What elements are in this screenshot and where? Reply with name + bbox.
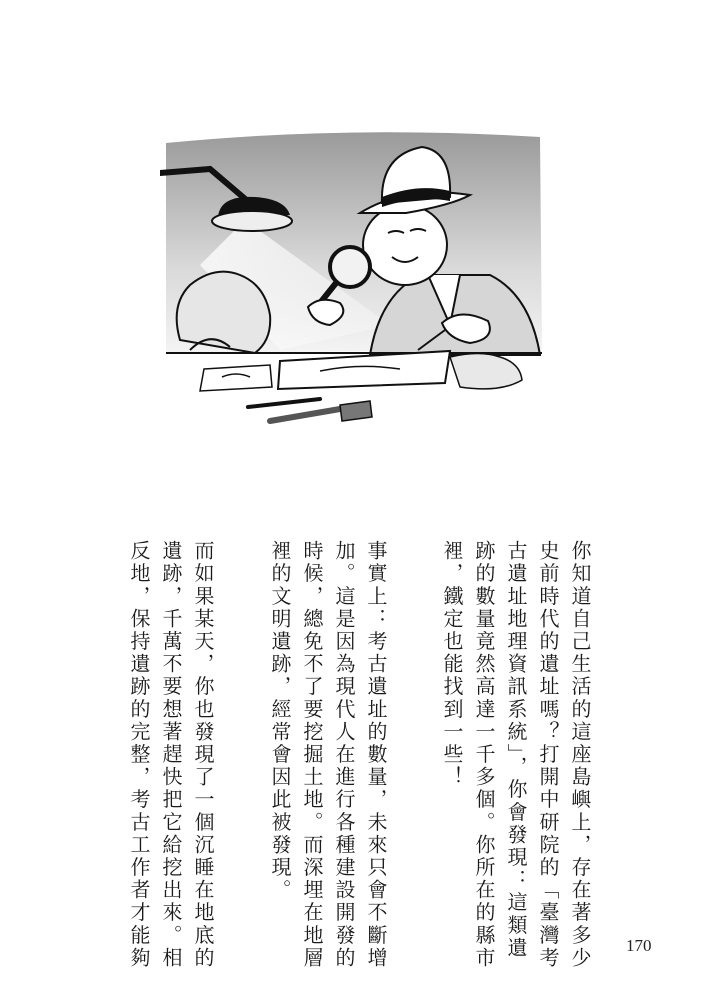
text-line: 而如果某天，你也發現了一個沉睡在地底的: [191, 540, 215, 970]
text-line: 反地，保持遺跡的完整，考古工作者才能夠: [127, 540, 151, 970]
text-line: 時候，總免不了要挖掘土地。而深埋在地層: [300, 540, 324, 970]
text-line: 裡的文明遺跡，經常會因此被發現。: [268, 540, 292, 902]
text-line: 遺跡，千萬不要想著趕快把它給挖出來。相: [159, 540, 183, 970]
page-number: 170: [626, 936, 652, 955]
text-line: 跡的數量竟然高達一千多個。你所在的縣市: [472, 540, 496, 970]
text-line: 你知道自己生活的這座島嶼上，存在著多少: [568, 540, 592, 970]
text-line: 裡，鐵定也能找到一些！: [440, 540, 464, 789]
text-line: 史前時代的遺址嗎？打開中研院的「臺灣考: [536, 540, 560, 970]
text-line: 事實上：考古遺址的數量，未來只會不斷增: [364, 540, 388, 970]
text-line: 加。這是因為現代人在進行各種建設開發的: [332, 540, 356, 970]
archaeologist-illustration: [160, 125, 550, 430]
text-line: 古遺址地理資訊系統」，你會發現：這類遺: [504, 540, 528, 960]
vertical-text-block: [120, 540, 595, 970]
